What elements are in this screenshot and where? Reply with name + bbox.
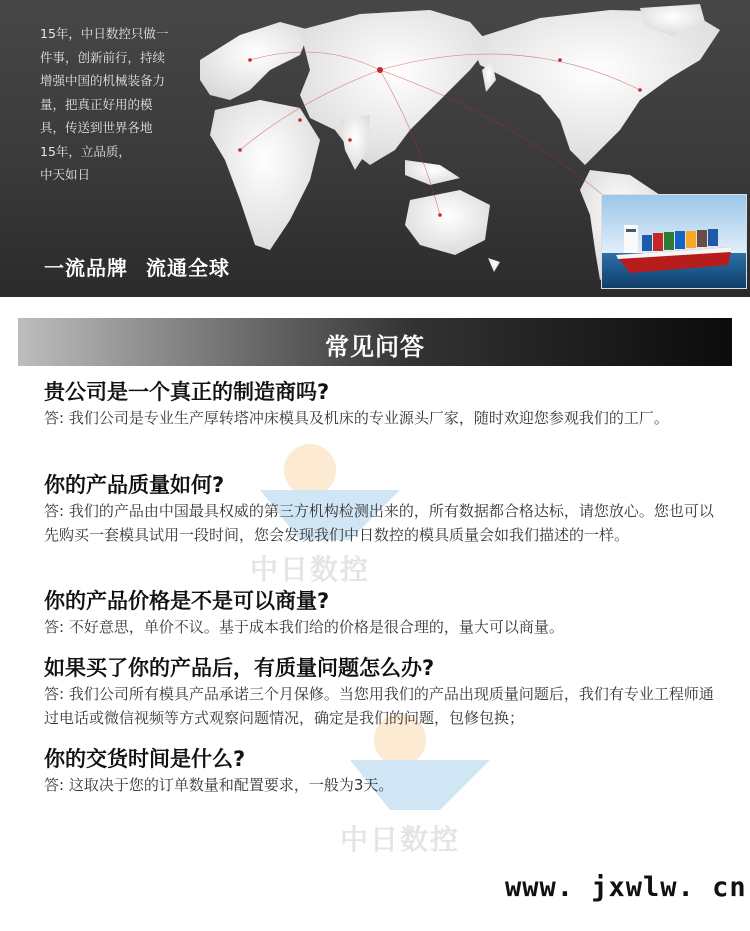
- intro-text: [40, 22, 185, 187]
- faq-question: 你的交货时间是什么?: [44, 747, 246, 771]
- hero-banner: [0, 0, 750, 297]
- intro-line: 具，传送到世界各地: [40, 120, 153, 135]
- faq-question: 如果买了你的产品后，有质量问题怎么办?: [44, 656, 435, 680]
- faq-item: [44, 587, 724, 639]
- slogan-brand: 一流品牌: [44, 256, 128, 280]
- faq-answer: 答: 我们的产品由中国最具权威的第三方机构检测出来的，所有数据都合格达标，请您放心。您也可以先购买一套模具试用一段时间，您会发现我们中日数控的模具质量会如我们描述的一样。: [44, 502, 714, 544]
- intro-line: 件事，创新前行，持续: [40, 49, 166, 65]
- intro-line: 15年，立品质，: [40, 143, 131, 159]
- faq-answer: 答: 这取决于您的订单数量和配置要求，一般为3天。: [44, 776, 394, 794]
- cargo-ship-image: [601, 194, 747, 289]
- watermark-text: 中日数控: [250, 553, 371, 586]
- slogan-global: 流通全球: [146, 256, 230, 280]
- faq-item: [44, 745, 724, 797]
- intro-line: 中天如日: [40, 167, 91, 182]
- faq-question: 你的产品质量如何?: [44, 473, 225, 497]
- faq-answer: 答: 我们公司是专业生产厚转塔冲床模具及机床的专业源头厂家，随时欢迎您参观我们的工厂。: [44, 409, 669, 427]
- banner-slogan: [44, 252, 230, 281]
- faq-item: [44, 471, 724, 547]
- intro-line: 量，把真正好用的模: [40, 96, 153, 112]
- section-header: [18, 318, 732, 366]
- faq-item: [44, 654, 724, 730]
- watermark-text: 中日数控: [340, 823, 461, 856]
- intro-line: 15年，中日数控只做一: [40, 26, 169, 41]
- faq-item: [44, 378, 724, 430]
- intro-line: 增强中国的机械装备力: [40, 73, 166, 88]
- faq-question: 贵公司是一个真正的制造商吗?: [44, 380, 330, 404]
- faq-question: 你的产品价格是不是可以商量?: [44, 589, 330, 613]
- faq-answer: 答: 不好意思，单价不议。基于成本我们给的价格是很合理的，量大可以商量。: [44, 618, 564, 636]
- faq-answer: 答: 我们公司所有模具产品承诺三个月保修。当您用我们的产品出现质量问题后，我们有专业工程师通过电话或微信视频等方式观察问题情况，确定是我们的问题，包修包换；: [44, 685, 714, 727]
- section-title: 常见问答: [325, 333, 425, 361]
- website-url[interactable]: www. jxwlw. cn: [505, 872, 747, 903]
